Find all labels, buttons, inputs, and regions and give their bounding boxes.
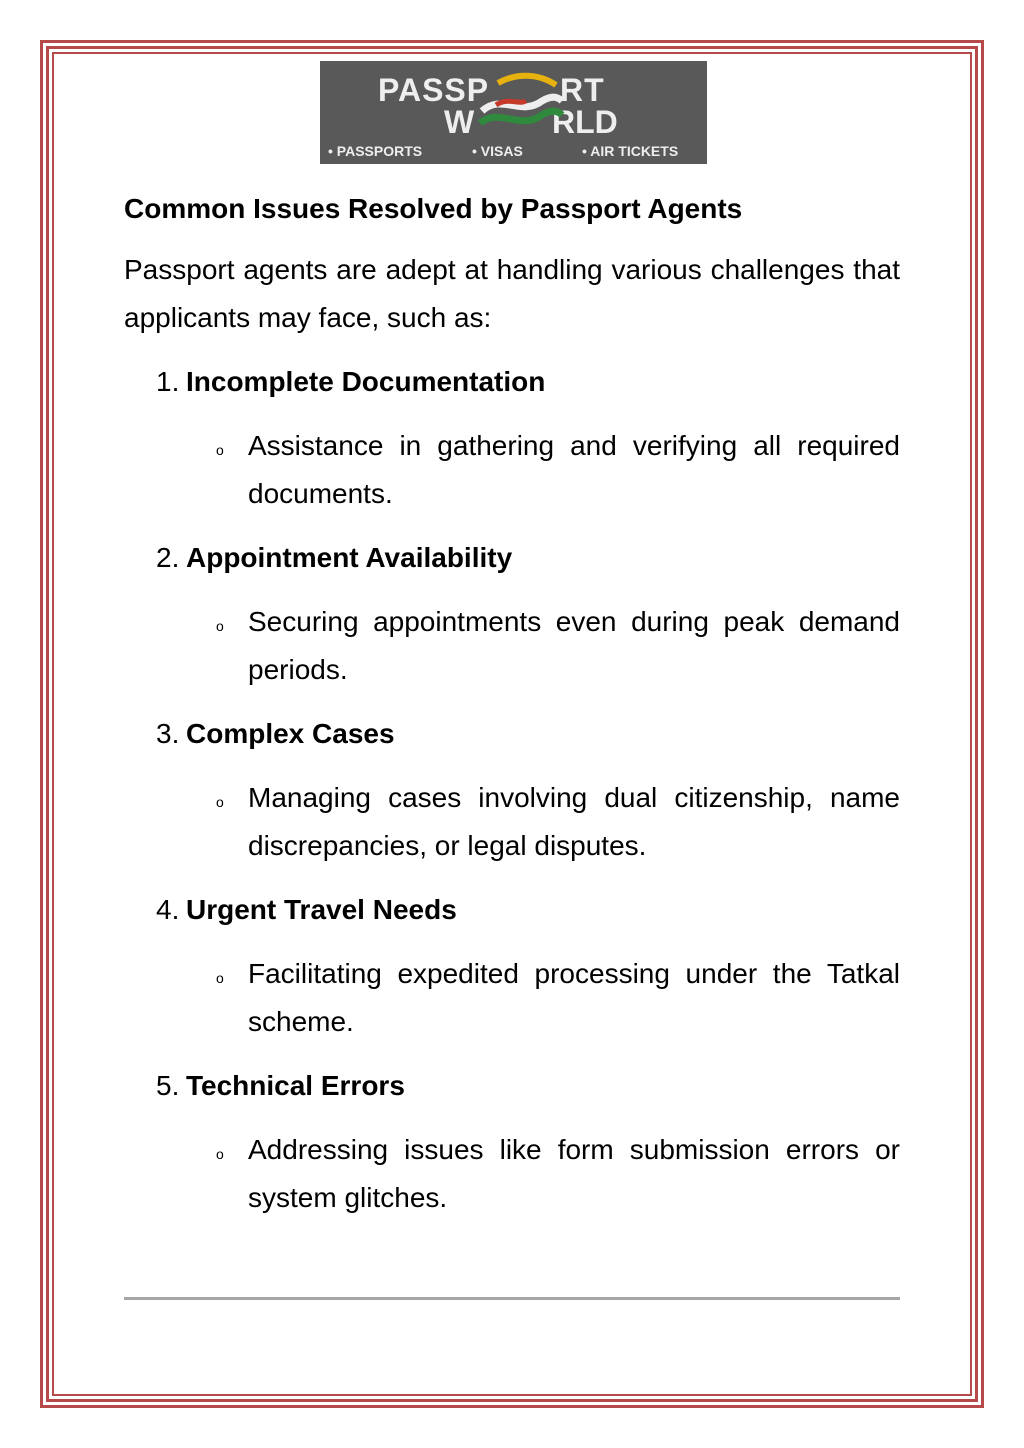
detail-text: Addressing issues like form submission errors or system glitches.	[248, 1134, 900, 1213]
globe-flag-emblem	[480, 76, 562, 123]
circle-bullet-icon: o	[216, 442, 224, 458]
list-number: 3.	[156, 718, 180, 749]
passport-world-logo	[320, 61, 707, 164]
detail-text: Securing appointments even during peak demand periods.	[248, 606, 900, 685]
detail-text: Managing cases involving dual citizenship, name discrepancies, or legal disputes.	[248, 782, 900, 861]
circle-bullet-icon: o	[216, 618, 224, 634]
list-title-text: Urgent Travel Needs	[186, 894, 457, 925]
list-item-detail	[216, 774, 900, 870]
circle-bullet-icon: o	[216, 970, 224, 986]
detail-text: Assistance in gathering and verifying all required documents.	[248, 430, 900, 509]
intro-paragraph: Passport agents are adept at handling various challenges that applicants may face, such as:	[124, 254, 900, 333]
circle-bullet-icon: o	[216, 794, 224, 810]
list-item-title	[156, 534, 900, 582]
svg-text:PASSP: PASSP	[378, 72, 490, 108]
circle-bullet-icon: o	[216, 1146, 224, 1162]
list-item-title	[156, 1062, 900, 1110]
list-item-title	[156, 358, 900, 406]
document-body	[124, 188, 900, 1238]
list-item-detail	[216, 1126, 900, 1222]
detail-text: Facilitating expedited processing under the Tatkal scheme.	[248, 958, 900, 1037]
list-number: 4.	[156, 894, 180, 925]
list-number: 2.	[156, 542, 180, 573]
list-item-detail	[216, 950, 900, 1046]
svg-text:• AIR TICKETS: • AIR TICKETS	[582, 143, 679, 159]
list-item-detail	[216, 598, 900, 694]
svg-text:• PASSPORTS: • PASSPORTS	[328, 143, 423, 159]
list-title-text: Appointment Availability	[186, 542, 513, 573]
list-item-detail	[216, 422, 900, 518]
list-item-title	[156, 710, 900, 758]
svg-text:• VISAS: • VISAS	[472, 143, 523, 159]
list-title-text: Incomplete Documentation	[186, 366, 546, 397]
svg-text:RT: RT	[560, 72, 605, 108]
list-number: 1.	[156, 366, 180, 397]
list-title-text: Complex Cases	[186, 718, 395, 749]
list-number: 5.	[156, 1070, 180, 1101]
svg-text:RLD: RLD	[552, 104, 618, 140]
list-title-text: Technical Errors	[186, 1070, 405, 1101]
section-heading: Common Issues Resolved by Passport Agents	[124, 193, 743, 224]
footer-divider	[124, 1297, 900, 1300]
svg-text:W: W	[444, 104, 475, 140]
list-item-title	[156, 886, 900, 934]
